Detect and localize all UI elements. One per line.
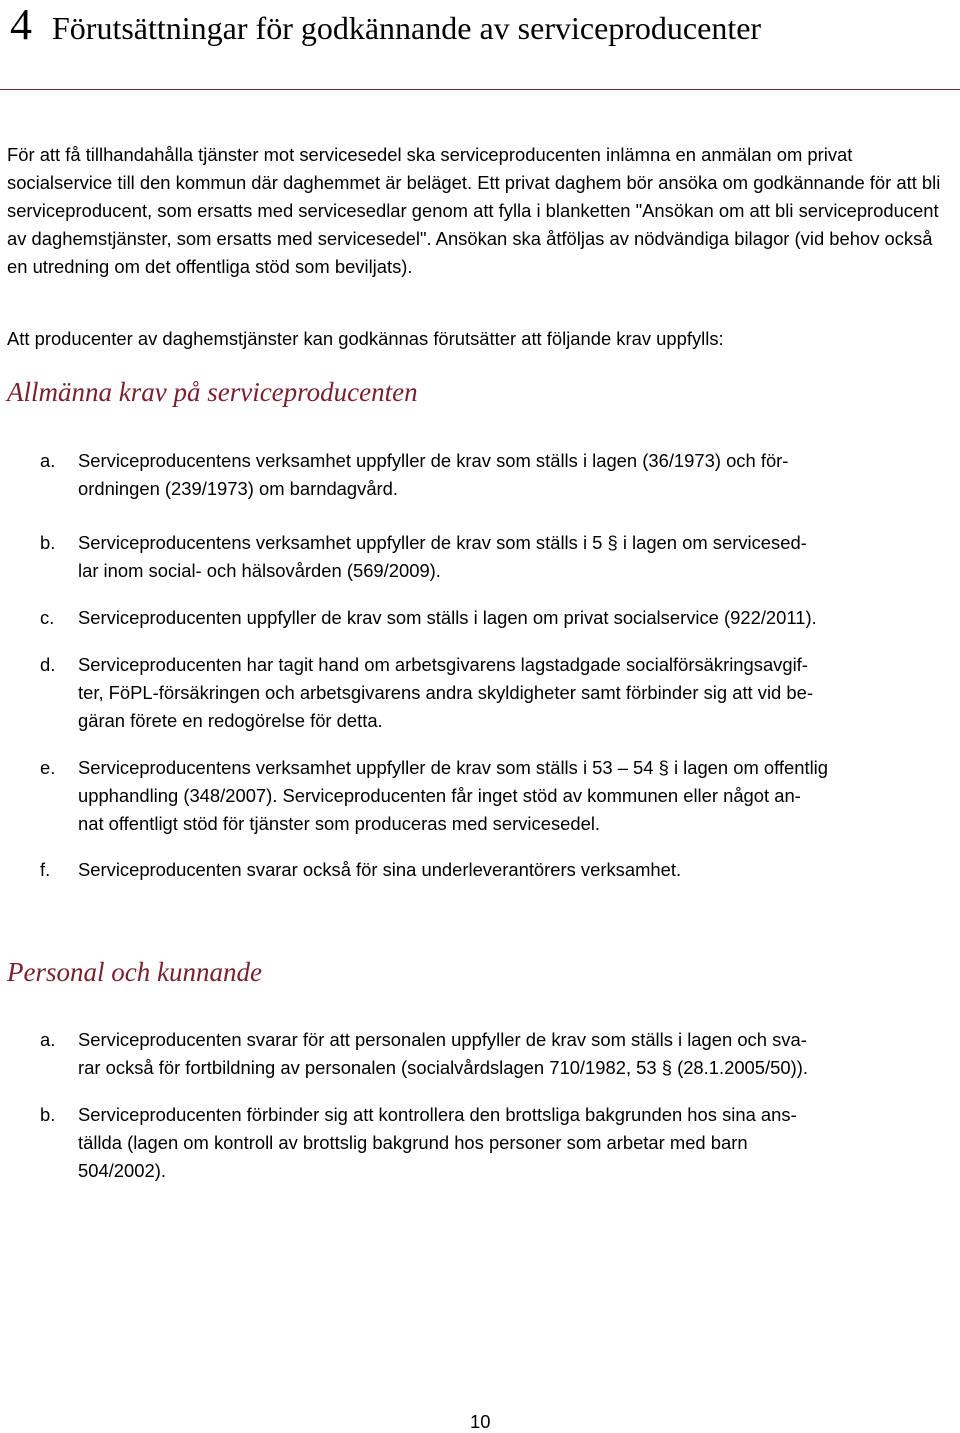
item-text-line: 504/2002). — [78, 1160, 166, 1181]
item-text-line: Serviceproducenten svarar för att personalen uppfyller de krav som ställs i lagen och sva- — [78, 1029, 807, 1050]
item-letter: d. — [40, 654, 56, 675]
item-text-line: upphandling (348/2007). Serviceproducenten får inget stöd av kommunen eller något an- — [78, 785, 801, 806]
header-divider — [0, 89, 960, 90]
section-heading-personnel: Personal och kunnande — [7, 957, 262, 987]
item-letter: b. — [40, 532, 56, 553]
item-text — [78, 754, 958, 838]
chapter-number: 4 — [10, 0, 32, 49]
item-letter: a. — [40, 450, 56, 471]
item-text-line: nat offentligt stöd för tjänster som produceras med servicesedel. — [78, 813, 601, 834]
item-text — [78, 1101, 958, 1185]
item-text-line: Serviceproducentens verksamhet uppfyller de krav som ställs i lagen (36/1973) och för- — [78, 450, 789, 471]
item-text-line: rar också för fortbildning av personalen (socialvårdslagen 710/1982, 53 § (28.1.2005/50)). — [78, 1057, 808, 1078]
item-text-line: Serviceproducentens verksamhet uppfyller de krav som ställs i 5 § i lagen om servicesed- — [78, 532, 807, 553]
item-letter: f. — [40, 859, 51, 880]
item-text — [78, 604, 958, 632]
item-text-line: Serviceproducenten uppfyller de krav som ställs i lagen om privat socialservice (922/2011). — [78, 607, 817, 628]
chapter-header — [10, 0, 761, 50]
item-text-line: ter, FöPL-försäkringen och arbetsgivarens andra skyldigheter samt förbinder sig att vid be- — [78, 682, 813, 703]
intro-paragraph: För att få tillhandahålla tjänster mot servicesedel ska serviceproducenten inlämna en anmälan om privat socialservice till den kommun där daghemmet är beläget. Ett privat daghem bör ansöka om godkännande för att bli serviceproducent, som ersatts med servicesedlar genom att fylla i blanketten "Ansökan om att bli serviceproducent av daghemstjänster, som ersatts med servicesedel". Ansökan ska åtföljas av nödvändiga bilagor (vid behov också en utredning om det offentliga stöd som beviljats). — [7, 144, 941, 277]
item-letter: a. — [40, 1029, 56, 1050]
item-letter: c. — [40, 607, 55, 628]
chapter-title: Förutsättningar för godkännande av serviceproducenter — [52, 10, 762, 46]
item-text-line: lar inom social- och hälsovården (569/2009). — [78, 560, 441, 581]
item-text-line: gäran förete en redogörelse för detta. — [78, 710, 383, 731]
requirements-lead-paragraph: Att producenter av daghemstjänster kan godkännas förutsätter att följande krav uppfylls: — [7, 328, 724, 349]
item-text — [78, 1026, 958, 1082]
item-text — [78, 529, 958, 585]
item-letter: e. — [40, 757, 56, 778]
section-heading-general-requirements: Allmänna krav på serviceproducenten — [7, 377, 418, 407]
item-text-line: Serviceproducenten svarar också för sina underleverantörers verksamhet. — [78, 859, 682, 880]
item-text — [78, 447, 958, 503]
item-text-line: tällda (lagen om kontroll av brottslig bakgrund hos personer som arbetar med barn — [78, 1132, 748, 1153]
item-text — [78, 651, 958, 735]
item-text — [78, 856, 958, 884]
page-number: 10 — [470, 1411, 491, 1432]
item-letter: b. — [40, 1104, 56, 1125]
item-text-line: Serviceproducenten förbinder sig att kontrollera den brottsliga bakgrunden hos sina ans- — [78, 1104, 797, 1125]
item-text-line: ordningen (239/1973) om barndagvård. — [78, 478, 399, 499]
item-text-line: Serviceproducentens verksamhet uppfyller de krav som ställs i 53 – 54 § i lagen om offentlig — [78, 757, 828, 778]
item-text-line: Serviceproducenten har tagit hand om arbetsgivarens lagstadgade socialförsäkringsavgif- — [78, 654, 808, 675]
